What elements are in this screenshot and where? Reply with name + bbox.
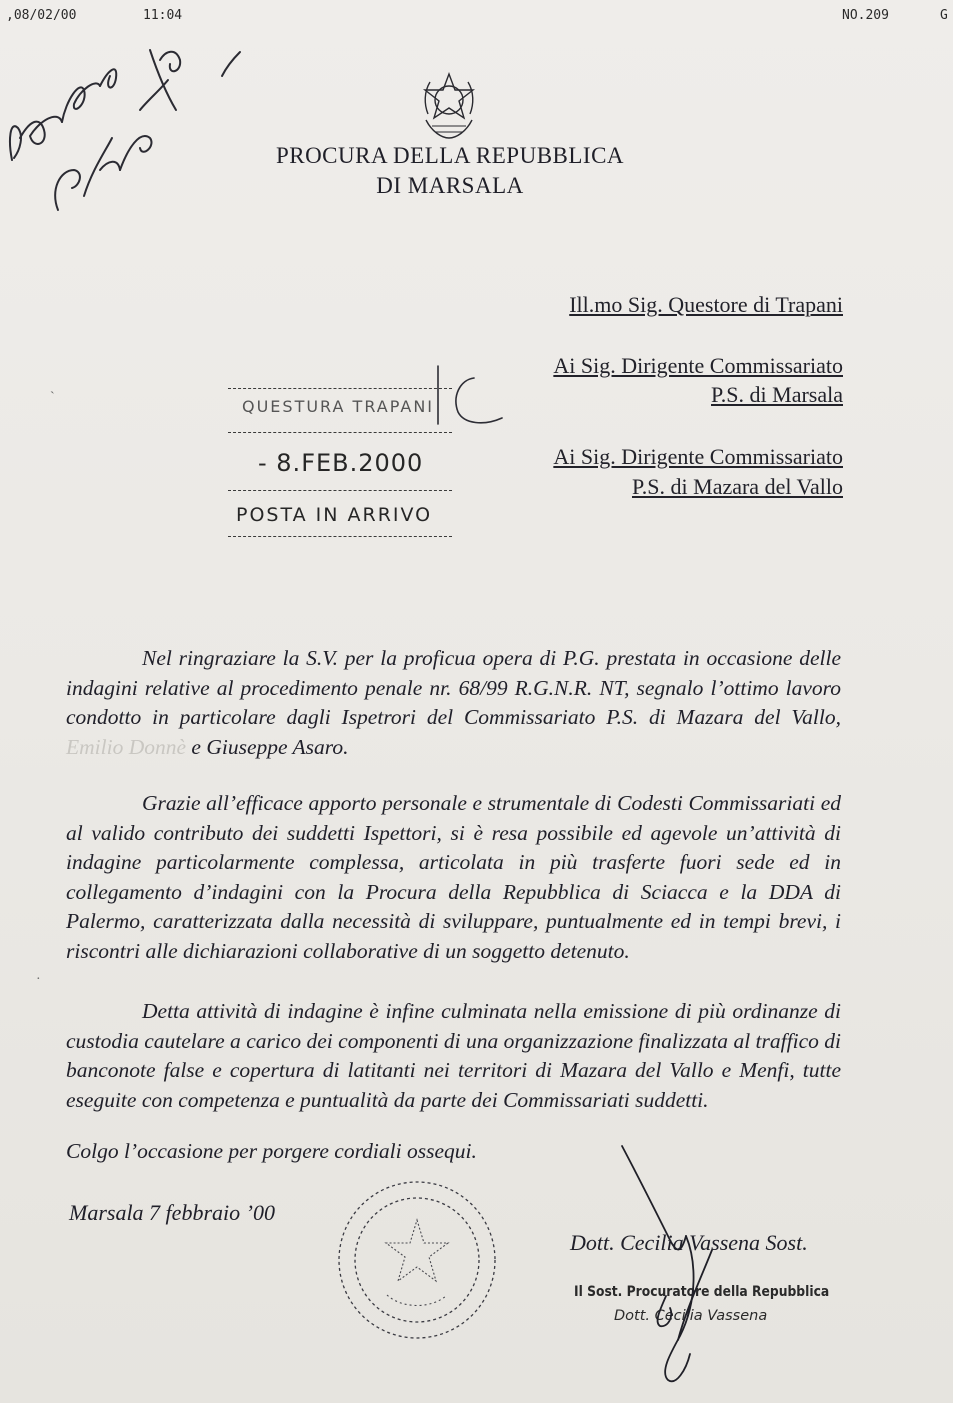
paragraph-2 (66, 789, 841, 967)
stamp-initials (424, 360, 524, 440)
office-name-line-1: PROCURA DELLA REPUBBLICA (275, 143, 625, 168)
fax-date: ,08/02/00 (6, 8, 77, 23)
stamp-border (228, 536, 452, 537)
handwritten-signature (600, 1140, 740, 1390)
stamp-office: QUESTURA TRAPANI (242, 397, 434, 416)
office-name-line-2: DI MARSALA (376, 173, 524, 198)
fax-edge-mark: G (940, 8, 948, 23)
addressee-marsala-title: Ai Sig. Dirigente Commissariato (553, 353, 843, 378)
signature-stamp-name: Dott. Cecilia Vassena (614, 1308, 768, 1324)
addressee-mazara-title: Ai Sig. Dirigente Commissariato (553, 444, 843, 469)
addressee-marsala-office: P.S. di Marsala (711, 382, 843, 407)
official-seal-icon (332, 1175, 502, 1345)
receipt-stamp (228, 380, 454, 540)
fax-number: NO.209 (842, 8, 889, 23)
stamp-label: POSTA IN ARRIVO (236, 504, 433, 526)
italian-republic-emblem-icon (418, 70, 480, 142)
place-date: Marsala 7 febbraio ’00 (69, 1200, 275, 1225)
paragraph-3-text: Detta attività di indagine è infine culminata nella emissione di più ordinanze di custodia cautelare a carico dei componenti di una organizzazione finalizzata al traffico di banconote false e copertura di latitanti nei territori di Mazara del Vallo e Menfi, tutte eseguite con competenza e puntualità da parte dei Commissariati suddetti. (66, 999, 841, 1112)
stamp-border (228, 432, 452, 433)
paragraph-2-text: Grazie all’efficace apporto personale e strumentale di Codesti Commissariati ed al valido contributo dei suddetti Ispettori, si è resa possibile ed agevole un’attività di indagine particolarmente complessa, articolata in più trasferte fuori sede ed in collegamento d’indagini con la Procura della Repubblica di Sciacca e la DDA di Palermo, caratterizzata dalla necessità di sviluppare, puntualmente ed in tempi brevi, i riscontri alle dichiarazioni collaborative di un soggetto detenuto. (66, 791, 841, 963)
scan-mark: · (36, 972, 41, 987)
paragraph-1-text: Nel ringraziare la S.V. per la proficua opera di P.G. prestata in occasione delle indagini relative al procedimento penale nr. 68/99 R.G.N.R. NT, segnalo l’ottimo lavoro condotto in particolare dagli Ispetrori del Commissariato P.S. di Mazara del Vallo, (66, 646, 841, 730)
closing-line: Colgo l’occasione per porgere cordiali ossequi. (66, 1139, 477, 1163)
stamp-border (228, 490, 452, 491)
signer-name: Dott. Cecilia Vassena Sost. (570, 1230, 808, 1255)
redacted-name: Emilio Donnè (66, 734, 187, 759)
paragraph-1 (66, 644, 841, 762)
paragraph-1-end: e Giuseppe Asaro. (186, 734, 349, 759)
paragraph-3 (66, 997, 841, 1115)
addressee-questore: Ill.mo Sig. Questore di Trapani (569, 292, 843, 317)
stamp-border (228, 388, 452, 389)
addressee-mazara-office: P.S. di Mazara del Vallo (631, 474, 843, 499)
fax-time: 11:04 (143, 8, 183, 23)
scan-mark: ` (50, 390, 55, 405)
signature-stamp-title: Il Sost. Procuratore della Repubblica (574, 1284, 830, 1300)
stamp-date: - 8.FEB.2000 (258, 449, 424, 477)
